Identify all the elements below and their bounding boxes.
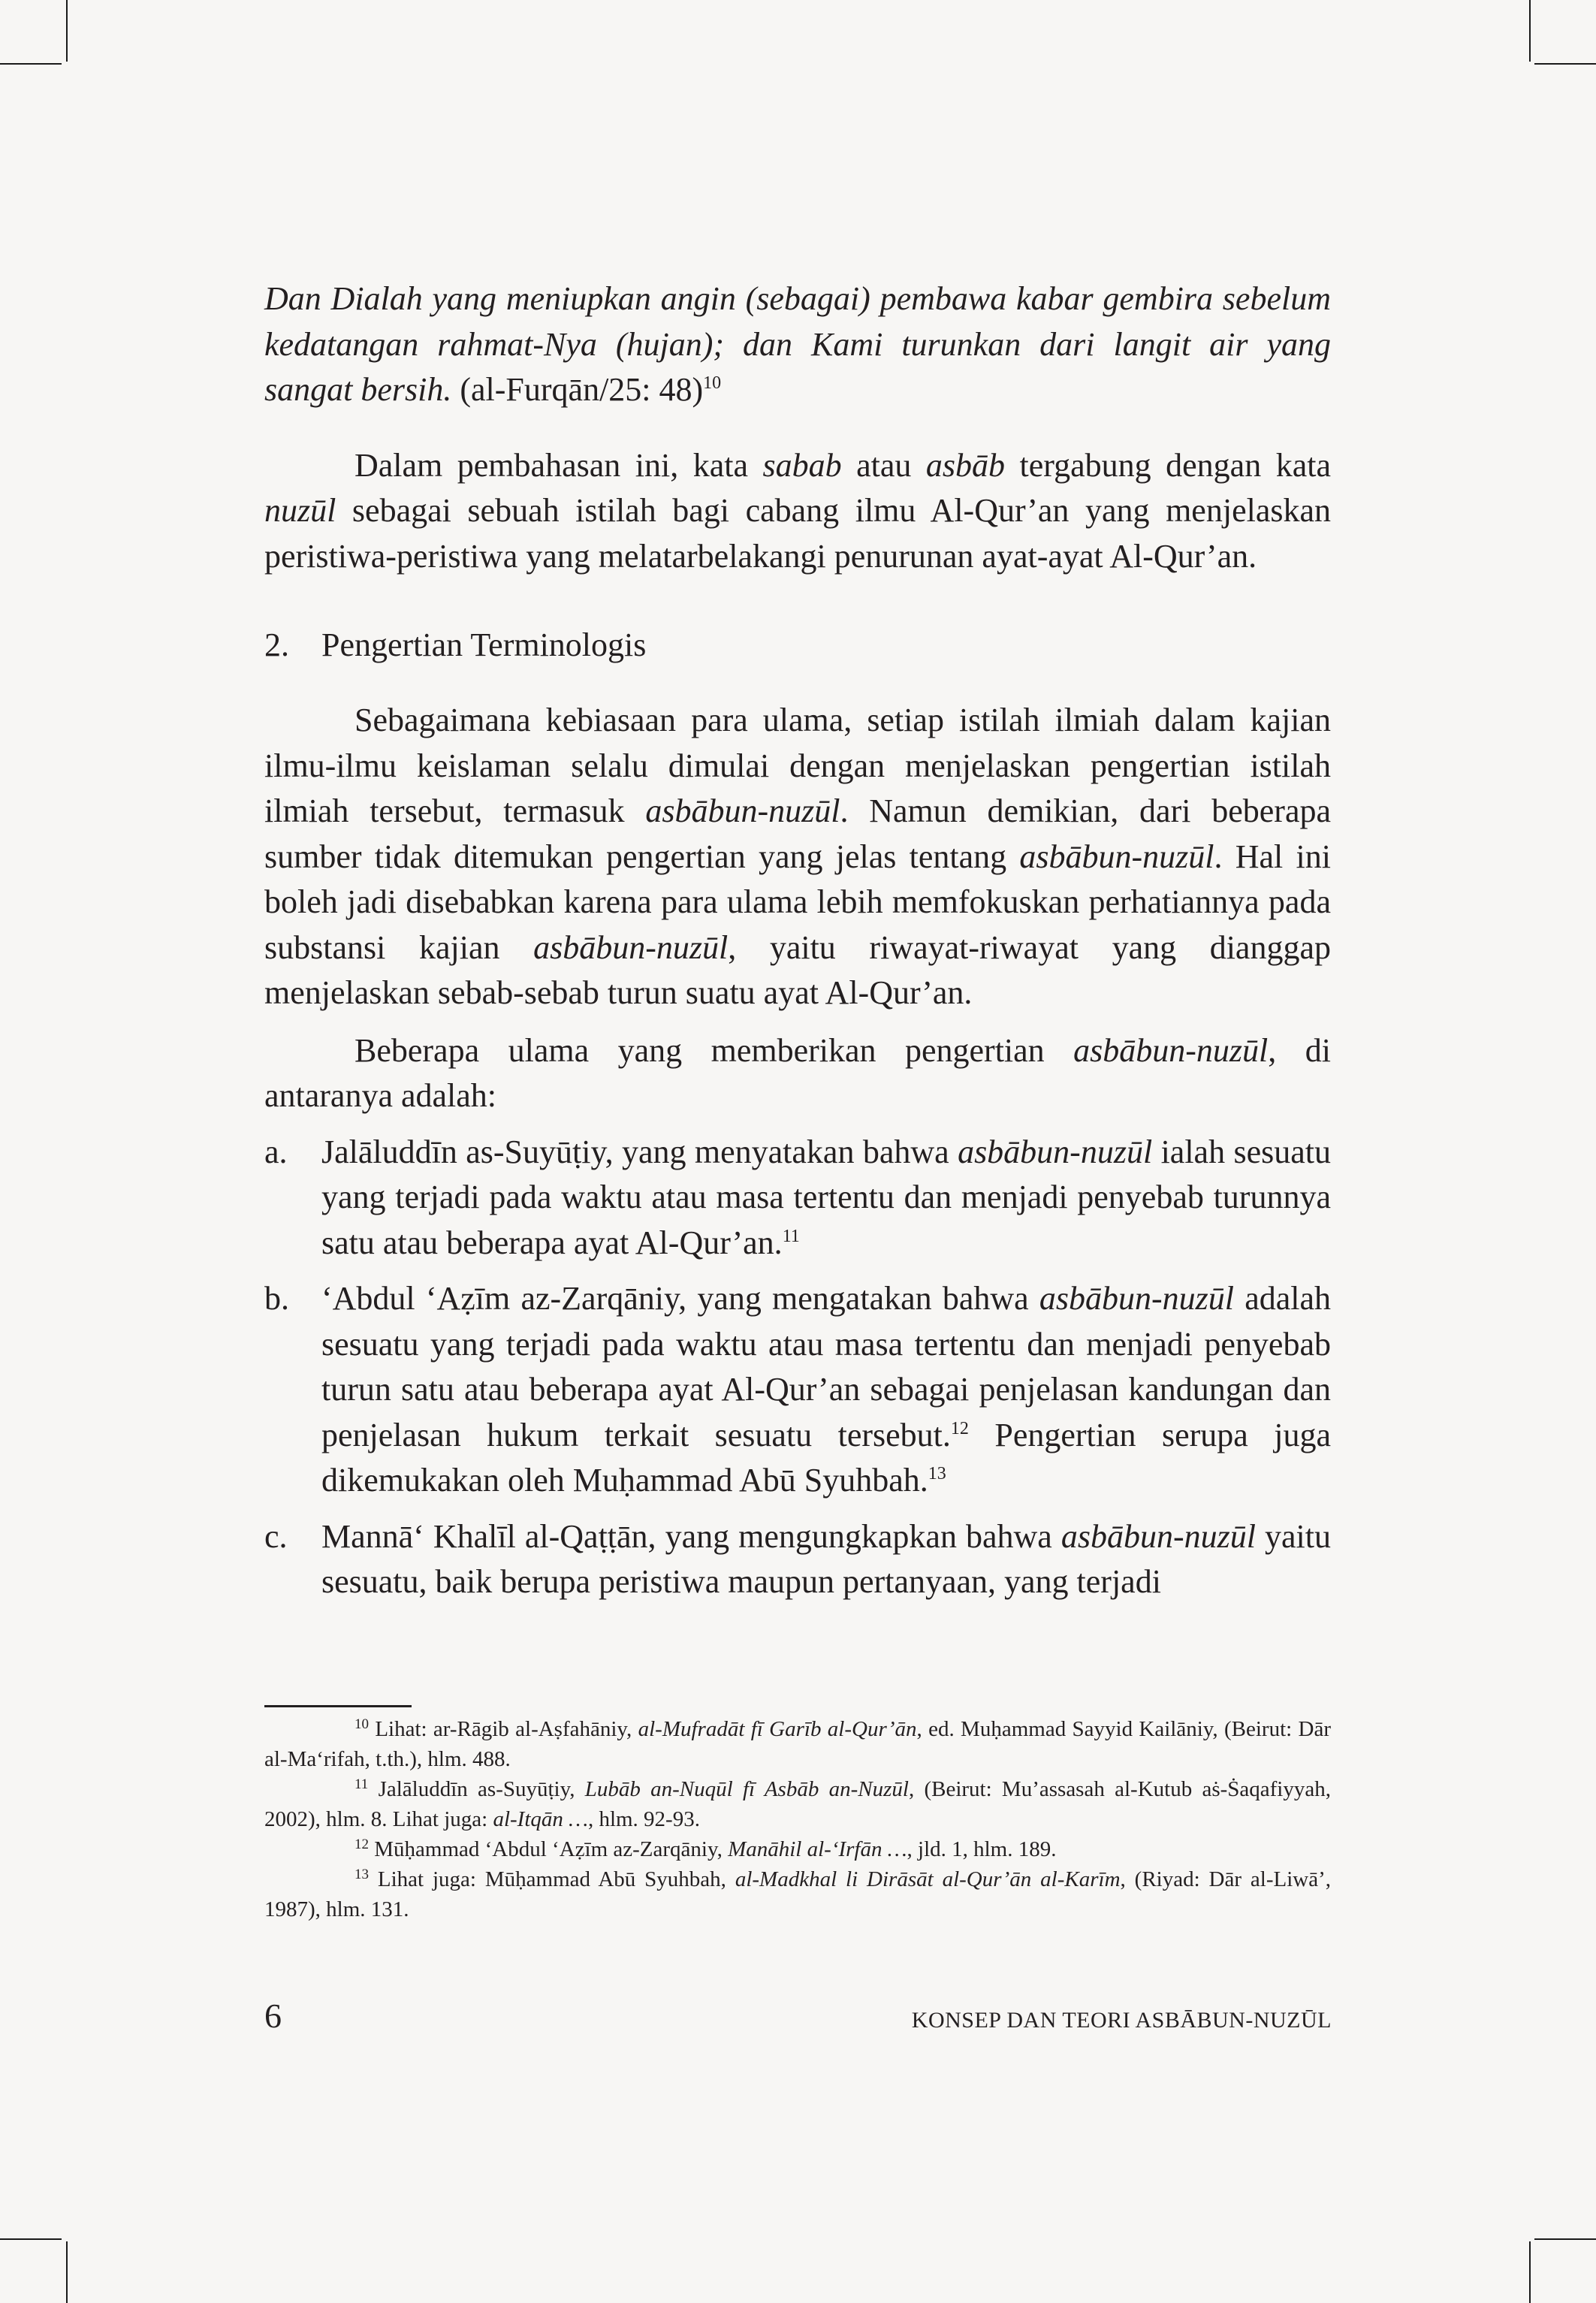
text-run: , jld. 1, hlm. 189. [907,1837,1057,1861]
italic-term: asbābun-nuzūl [645,792,840,829]
footnote-ref-13: 13 [928,1464,946,1484]
quote-text: Dan Dialah yang meniupkan angin (sebagai) pembawa kabar gembira sebelum kedatangan rahmat-Nya (hujan); dan Kami turunkan dari langit air yang sangat bersih. [264,280,1331,408]
crop-mark-top-right [1529,0,1531,62]
list-marker: a. [264,1133,288,1170]
section-number: 2. [264,626,289,663]
text-run: Lihat juga: Mūḥammad Abū Syuhbah, [369,1867,735,1891]
paragraph-beberapa-ulama [264,1028,1331,1119]
paragraph-kebiasaan-ulama [264,698,1331,1016]
text-run: . Namun demikian, dari beberapa sumber tidak ditemukan pengertian yang jelas tentang [264,792,1331,875]
text-run: , ed. Muḥammad Sayyid Kailāniy, (Beirut: Dār al-Ma‘rifah, t.th.), hlm. 488. [264,1717,1331,1771]
text-run: Jalāluddīn as-Suyūṭiy, [368,1777,585,1801]
list-marker: b. [264,1280,289,1317]
section-heading [264,623,1331,668]
italic-term: asbābun-nuzūl [1039,1280,1234,1317]
footnotes [264,1714,1331,1924]
page-number: 6 [264,1997,282,2035]
footnote-number: 12 [354,1837,369,1852]
footnote-11 [264,1774,1331,1834]
running-title: KONSEP DAN TEORI ASBĀBUN-NUZŪL [911,2008,1332,2033]
italic-term: sabab [762,446,842,484]
text-run: Jalāluddīn as-Suyūṭiy, yang menyatakan bahwa [321,1133,958,1170]
italic-title: al-Madkhal li Dirāsāt al-Qur’ān al-Karīm [735,1867,1121,1891]
crop-mark-bottom-left [66,2241,68,2303]
list-item-text [321,1276,1331,1504]
list-item-text [321,1130,1331,1266]
footnote-12 [264,1834,1331,1864]
quran-quote [264,276,1331,413]
section-title: Pengertian Terminologis [321,626,647,663]
italic-term: asbābun-nuzūl [958,1133,1153,1170]
italic-title: al-Mufradāt fī Garīb al-Qur’ān [638,1717,917,1741]
list-item [264,1514,1331,1605]
italic-term: asbāb [925,446,1006,484]
list-item [264,1276,1331,1504]
quote-citation: (al-Furqān/25: 48) [451,371,704,408]
footnote-10 [264,1714,1331,1774]
text-run: Lihat: ar-Rāgib al-Aṣfahāniy, [369,1717,638,1741]
footnote-ref-11: 11 [782,1226,800,1246]
footnote-number: 13 [354,1867,369,1882]
text-run: . Hal ini boleh jadi disebabkan karena para ulama lebih memfokuskan perhatiannya pada substansi kajian [264,838,1331,966]
text-run: , (Beirut: Mu’assasah al-Kutub aṡ-Ṡaqafiyyah, 2002), hlm. 8. Lihat juga: [264,1777,1331,1831]
italic-term: asbābun-nuzūl [533,928,729,966]
text-run: Beberapa ulama yang memberikan pengertian [354,1031,1074,1069]
text-run: ‘Abdul ‘Aẓīm az-Zarqāniy, yang mengatakan bahwa [321,1280,1039,1317]
italic-term: asbābun-nuzūl [1060,1517,1256,1555]
crop-mark-top-left [66,0,68,62]
footnote-13 [264,1864,1331,1924]
definitions-list [264,1130,1331,1605]
text-run: Sebagaimana kebiasaan para ulama, setiap istilah ilmiah dalam kajian ilmu-ilmu keislaman selalu dimulai dengan menjelaskan pengertian istilah ilmiah tersebut, termasuk [264,702,1331,829]
text-run: yaitu sesuatu, baik berupa peristiwa maupun pertanyaan, yang terjadi [321,1517,1331,1600]
text-run: adalah sesuatu yang terjadi pada waktu atau masa tertentu dan menjadi penyebab turun satu atau beberapa ayat Al-Qur’an sebagai penjelasan kandungan dan penjelasan hukum terkait sesuatu tersebut. [321,1280,1332,1453]
page-body [264,276,1331,1605]
italic-title: Lubāb an-Nuqūl fī Asbāb an-Nuzūl [584,1777,909,1801]
crop-mark-bottom-right-h [1534,2238,1596,2240]
text-run: , hlm. 92-93. [587,1807,700,1831]
crop-mark-bottom-left-h [0,2238,62,2240]
footnote-ref-10: 10 [703,373,722,393]
text-run: Pengertian serupa juga dikemukakan oleh Muḥammad Abū Syuhbah. [321,1416,1331,1499]
list-item-text [321,1514,1331,1605]
crop-mark-top-right-h [1534,63,1596,65]
list-item [264,1130,1331,1266]
text-run: Mannā‘ Khalīl al-Qaṭṭān, yang mengungkapkan bahwa [321,1517,1061,1555]
text-run: sebagai sebuah istilah bagi cabang ilmu Al-Qur’an yang menjelaskan peristiwa-peristiwa yang melatarbelakangi penurunan ayat-ayat Al-Qur’an. [264,492,1331,575]
italic-term: nuzūl [264,492,336,529]
crop-mark-top-left-h [0,63,62,65]
italic-term: asbābun-nuzūl [1073,1031,1269,1069]
italic-title: al-Itqān … [493,1807,588,1831]
text-run: tergabung dengan kata [1005,446,1331,484]
italic-term: asbābun-nuzūl [1019,838,1214,875]
paragraph-sabab-asbab [264,443,1331,580]
text-run: , di antaranya adalah: [264,1031,1331,1114]
footnote-number: 10 [354,1716,369,1732]
crop-mark-bottom-right [1529,2241,1531,2303]
text-run: Dalam pembahasan ini, kata [354,446,763,484]
footnote-number: 11 [354,1776,369,1792]
text-run: , yaitu riwayat-riwayat yang dianggap menjelaskan sebab-sebab turun suatu ayat Al-Qur’an. [264,928,1331,1011]
italic-title: Manāhil al-‘Irfān … [728,1837,907,1861]
text-run: , (Riyad: Dār al-Liwā’, 1987), hlm. 131. [264,1867,1332,1921]
text-run: ialah sesuatu yang terjadi pada waktu atau masa tertentu dan menjadi penyebab turunnya satu atau beberapa ayat Al-Qur’an. [321,1133,1331,1261]
footnote-ref-12: 12 [950,1418,969,1438]
list-marker: c. [264,1517,288,1555]
text-run: Mūḥammad ‘Abdul ‘Aẓīm az-Zarqāniy, [369,1837,729,1861]
footnote-divider [264,1705,412,1707]
text-run: atau [841,446,926,484]
